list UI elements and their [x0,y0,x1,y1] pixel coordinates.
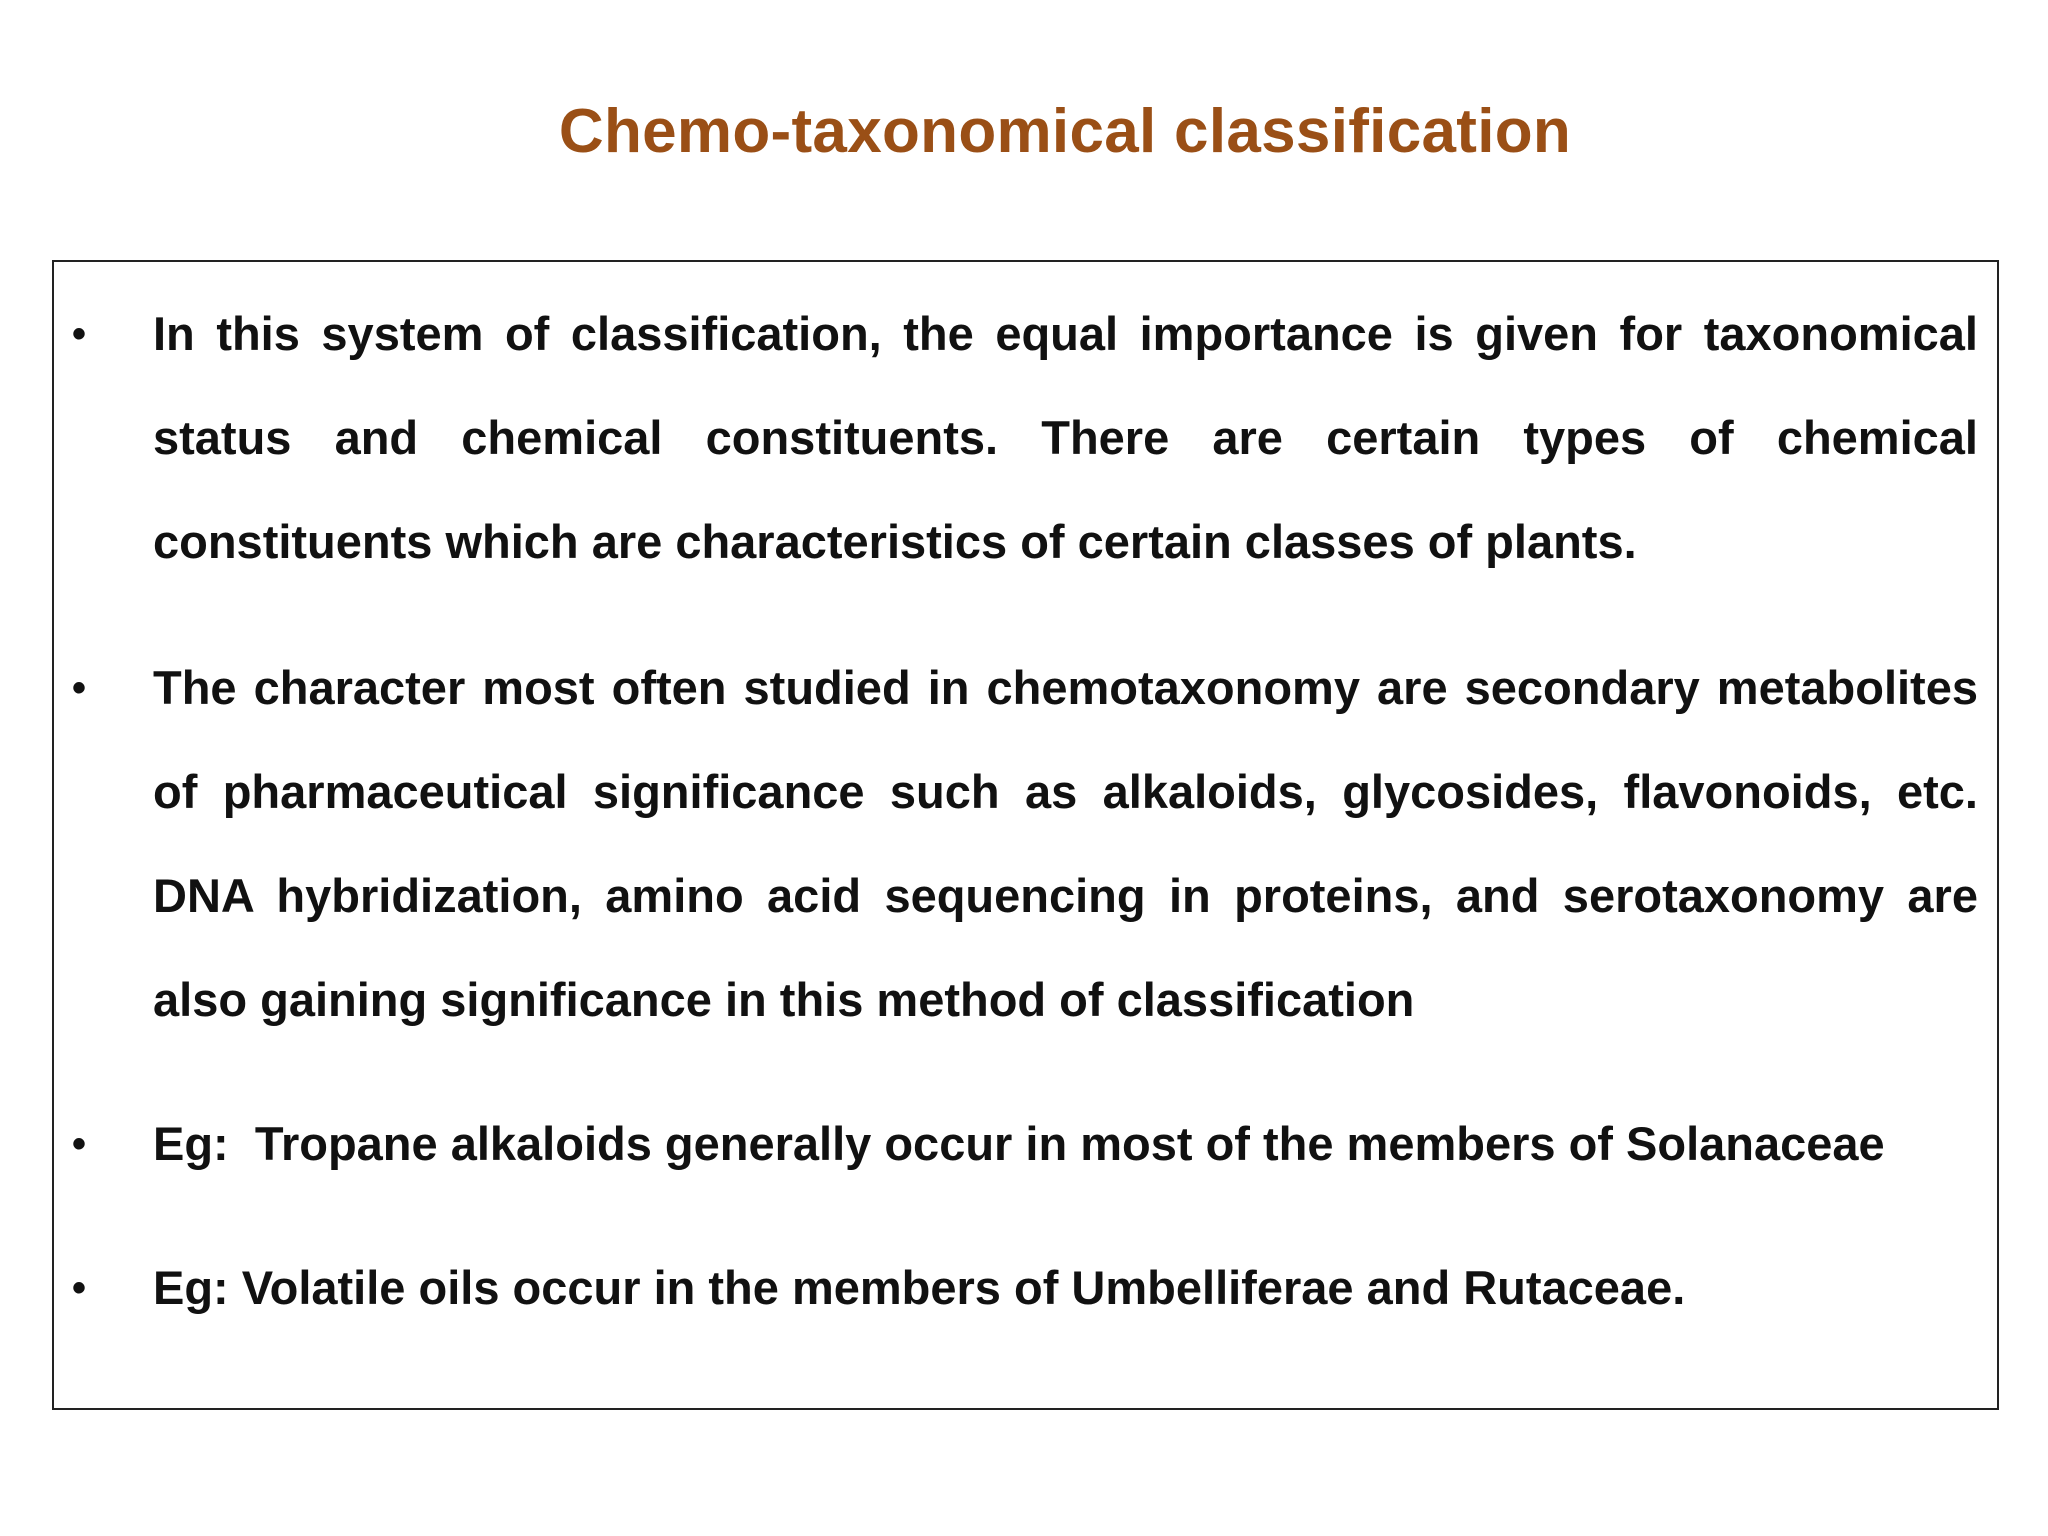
bullet-text: The character most often studied in chemotaxonomy are secondary metabolites of pharmaceutical significance such as alkaloids, glycosides, flavonoids, etc. DNA hybridization, amino acid sequencing in proteins, and serotaxonomy are also gaining significance in this method of classification [153,661,1978,1026]
bullet-marker: • [72,1266,87,1310]
bullet-text: Eg: Volatile oils occur in the members of Umbelliferae and Rutaceae. [153,1261,1686,1314]
content-box [52,260,1999,1410]
bullet-marker: • [72,312,87,356]
bullet-marker: • [72,1122,87,1166]
bullet-text: In this system of classification, the equal importance is given for taxonomical status and chemical constituents. There are certain types of chemical constituents which are characteristics of certain classes of plants. [153,307,1978,568]
bullet-text: Eg: Tropane alkaloids generally occur in most of the members of Solanaceae [153,1117,1885,1170]
bullet-marker: • [72,666,87,710]
slide-title: Chemo-taxonomical classification [558,97,1572,166]
